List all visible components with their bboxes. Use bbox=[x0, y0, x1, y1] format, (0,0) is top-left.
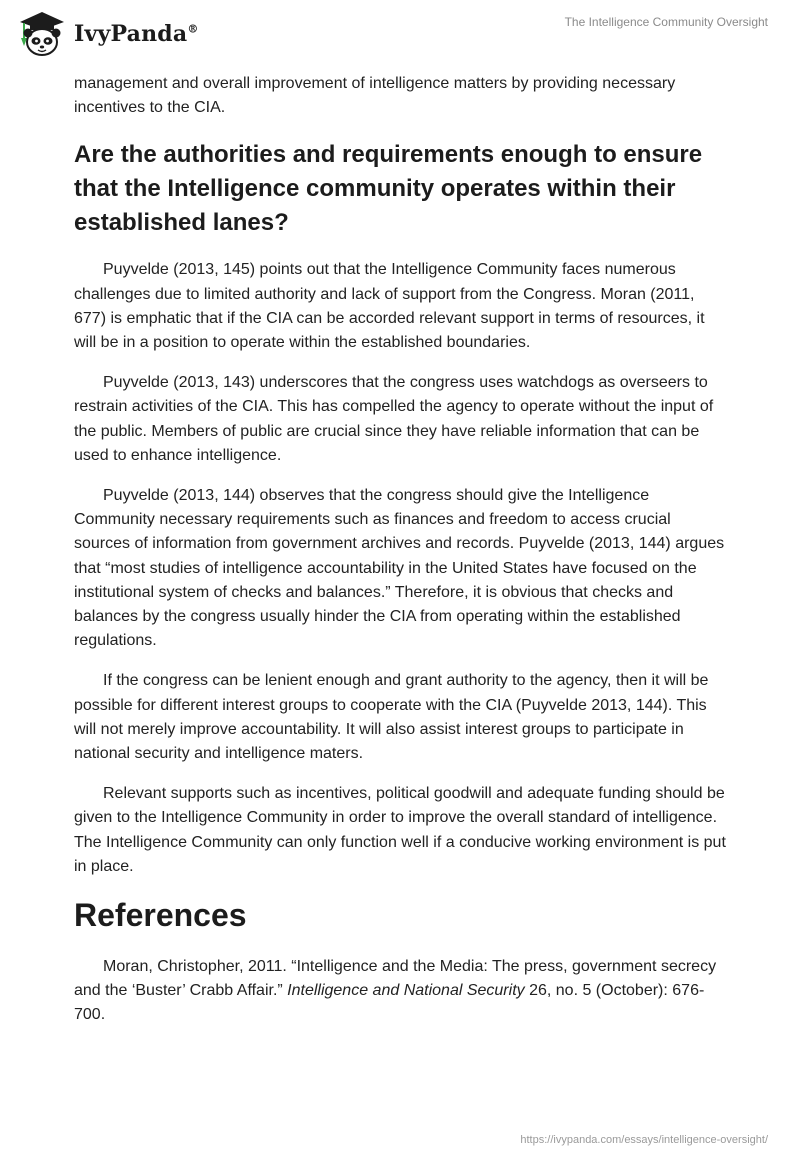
body-paragraph: Puyvelde (2013, 143) underscores that the congress uses watchdogs as overseers to restrain activities of the CIA. This has compelled the agency to operate without the input of the public. Members of public are crucial since they have reliable information that can be used to enhance intelligence. bbox=[74, 374, 714, 464]
journal-title: Intelligence and National Security bbox=[287, 982, 525, 1000]
references-heading: References bbox=[74, 897, 247, 934]
body-paragraph: If the congress can be lenient enough and grant authority to the agency, then it will be possible for different interest groups to cooperate with the CIA (Puyvelde 2013, 144). This will not merely improve accountability. It will also assist interest groups to participate in national security and intelligence maters. bbox=[74, 672, 709, 763]
brand-name: IvyPanda® bbox=[74, 21, 199, 47]
section-heading: Are the authorities and requirements enough to ensure that the Intelligence community operates within their established lanes? bbox=[74, 141, 703, 237]
ivypanda-logo[interactable] bbox=[14, 8, 199, 60]
panda-graduate-icon bbox=[14, 8, 70, 60]
body-paragraph: Puyvelde (2013, 144) observes that the congress should give the Intelligence Community necessary requirements such as finances and freedom to access crucial sources of information from government archives and records. Puyvelde (2013, 144) argues that “most studies of intelligence accountability in the United States have focused on the institutional system of checks and balances.” Therefore, it is obvious that checks and balances by the congress usually hinder the CIA from operating within the established regulations. bbox=[74, 487, 725, 650]
intro-paragraph: management and overall improvement of intelligence matters by providing necessary incentives to the CIA. bbox=[74, 75, 676, 117]
reference-item: Moran, Christopher, 2011. “Intelligence and the Media: The press, government secrecy and the ‘Buster’ Crabb Affair.” Intelligence and National Security 26, no. 5 (October): 676-700. bbox=[74, 958, 717, 1024]
document-title: The Intelligence Community Oversight bbox=[564, 15, 768, 29]
source-url[interactable]: https://ivypanda.com/essays/intelligence-oversight/ bbox=[520, 1134, 768, 1146]
essay-content bbox=[74, 72, 726, 1044]
body-paragraph: Relevant supports such as incentives, political goodwill and adequate funding should be given to the Intelligence Community in order to improve the overall standard of intelligence. The Intelligence Community can only function well if a conducive working environment is put in place. bbox=[74, 785, 726, 875]
body-paragraph: Puyvelde (2013, 145) points out that the Intelligence Community faces numerous challenges due to limited authority and lack of support from the Congress. Moran (2011, 677) is emphatic that if the CIA can be accorded relevant support in terms of resources, it will be in a position to operate within the established boundaries. bbox=[74, 261, 705, 352]
page-header bbox=[0, 0, 800, 64]
